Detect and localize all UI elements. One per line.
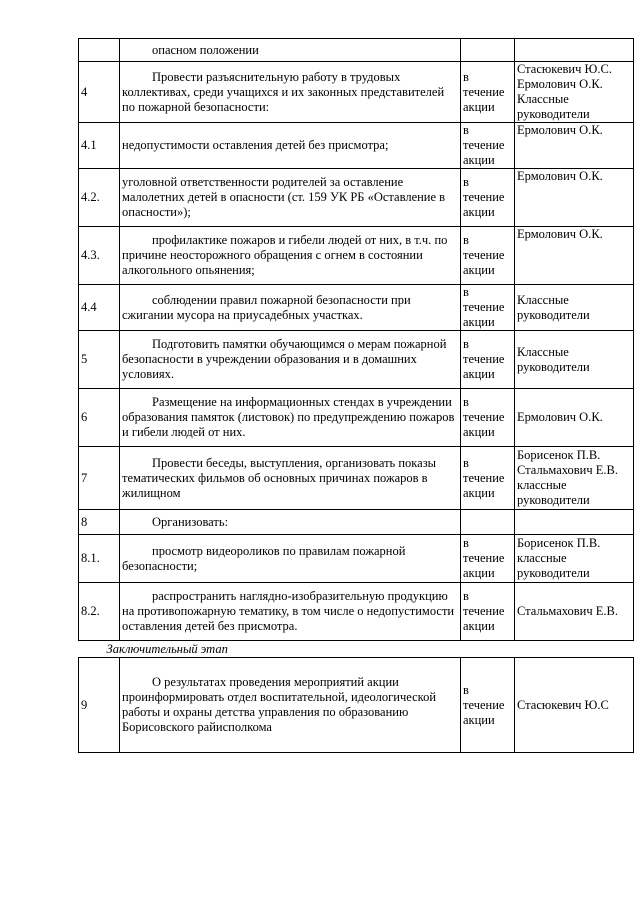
stage-row bbox=[79, 641, 634, 658]
period-cell: в течение акции bbox=[461, 535, 515, 583]
row-number: 4.1 bbox=[79, 123, 120, 169]
responsible-cell bbox=[515, 62, 634, 123]
table-row bbox=[79, 169, 634, 227]
responsible-cell bbox=[515, 583, 634, 641]
responsible-person: Ермолович О.К. bbox=[517, 227, 603, 241]
activity-text: опасном положении bbox=[120, 39, 461, 62]
period-cell bbox=[461, 510, 515, 535]
responsible-cell bbox=[515, 123, 634, 169]
table-row bbox=[79, 331, 634, 389]
activity-text: Провести разъяснительную работу в трудовых коллективах, среди учащихся и их законных представителей по пожарной безопасности: bbox=[120, 62, 461, 123]
period-cell: в течение акции bbox=[461, 331, 515, 389]
responsible-person: классные bbox=[517, 478, 567, 492]
responsible-person: Ермолович О.К. bbox=[517, 123, 603, 137]
responsible-person: Стальмахович Е.В. bbox=[517, 463, 619, 477]
responsible-person: Борисенок П.В. bbox=[517, 536, 601, 550]
responsible-cell bbox=[515, 227, 634, 285]
responsible-cell bbox=[515, 169, 634, 227]
responsible-person: Ермолович О.К. bbox=[517, 410, 603, 424]
row-number: 5 bbox=[79, 331, 120, 389]
table-row bbox=[79, 447, 634, 510]
responsible-person: руководители bbox=[517, 359, 590, 374]
period-cell: в течение акции bbox=[461, 169, 515, 227]
responsible-person: Классные bbox=[517, 292, 569, 307]
activity-text: профилактике пожаров и гибели людей от них, в т.ч. по причине неосторожного обращения с огнем в состоянии алкогольного опьянения; bbox=[120, 227, 461, 285]
row-number bbox=[79, 39, 120, 62]
row-number: 8 bbox=[79, 510, 120, 535]
period-cell: в течение акции bbox=[461, 658, 515, 753]
activity-text: О результатах проведения мероприятий акции проинформировать отдел воспитательной, идеологической работы и охраны детства управления по образованию Борисовского райисполкома bbox=[120, 658, 461, 753]
stage-title: Заключительный этап bbox=[79, 641, 634, 658]
row-number: 8.2. bbox=[79, 583, 120, 641]
activity-text: Подготовить памятки обучающимся о мерам пожарной безопасности в учреждении образования и в домашних условиях. bbox=[120, 331, 461, 389]
responsible-person: Стасюкевич Ю.С bbox=[517, 697, 609, 712]
period-cell bbox=[461, 39, 515, 62]
table-row bbox=[79, 658, 634, 753]
responsible-cell bbox=[515, 331, 634, 389]
responsible-cell bbox=[515, 658, 634, 753]
row-number: 4.3. bbox=[79, 227, 120, 285]
activity-text: Размещение на информационных стендах в учреждении образования памяток (листовок) по предупреждению пожаров и гибели людей от них. bbox=[120, 389, 461, 447]
responsible-cell bbox=[515, 39, 634, 62]
responsible-person: Борисенок П.В. bbox=[517, 448, 601, 462]
responsible-person: Классные bbox=[517, 92, 569, 106]
responsible-person: руководители bbox=[517, 493, 590, 507]
row-number: 4.2. bbox=[79, 169, 120, 227]
table-row bbox=[79, 535, 634, 583]
activity-text: распространить наглядно-изобразительную продукцию на противопожарную тематику, в том числе о недопустимости оставления детей без присмотра. bbox=[120, 583, 461, 641]
activity-text: уголовной ответственности родителей за оставление малолетних детей в опасности (ст. 159 УК РБ «Оставление в опасности»); bbox=[120, 169, 461, 227]
row-number: 9 bbox=[79, 658, 120, 753]
table-row bbox=[79, 123, 634, 169]
period-cell: в течение акции bbox=[461, 62, 515, 123]
period-cell: в течение акции bbox=[461, 123, 515, 169]
table-row bbox=[79, 583, 634, 641]
row-number: 4 bbox=[79, 62, 120, 123]
period-cell: в течение акции bbox=[461, 583, 515, 641]
responsible-cell bbox=[515, 285, 634, 331]
responsible-cell bbox=[515, 389, 634, 447]
period-cell: в течение акции bbox=[461, 447, 515, 510]
row-number: 4.4 bbox=[79, 285, 120, 331]
responsible-person: Ермолович О.К. bbox=[517, 169, 603, 183]
activity-text: недопустимости оставления детей без присмотра; bbox=[120, 123, 461, 169]
table-row bbox=[79, 62, 634, 123]
responsible-cell bbox=[515, 535, 634, 583]
responsible-cell bbox=[515, 447, 634, 510]
row-number: 6 bbox=[79, 389, 120, 447]
row-number: 8.1. bbox=[79, 535, 120, 583]
responsible-person: Ермолович О.К. bbox=[517, 77, 603, 91]
row-number: 7 bbox=[79, 447, 120, 510]
table-row bbox=[79, 227, 634, 285]
responsible-person: Стальмахович Е.В. bbox=[517, 604, 619, 618]
responsible-person: руководители bbox=[517, 566, 590, 580]
responsible-person: руководители bbox=[517, 107, 590, 121]
activity-plan-table bbox=[78, 38, 634, 753]
activity-text: соблюдении правил пожарной безопасности при сжигании мусора на приусадебных участках. bbox=[120, 285, 461, 331]
table-row bbox=[79, 389, 634, 447]
responsible-person: Классные bbox=[517, 344, 569, 359]
responsible-person: Стасюкевич Ю.С. bbox=[517, 62, 612, 76]
activity-text: Провести беседы, выступления, организовать показы тематических фильмов об основных причинах пожаров в жилищном bbox=[120, 447, 461, 510]
table-row bbox=[79, 39, 634, 62]
period-cell: в течение акции bbox=[461, 389, 515, 447]
activity-text: просмотр видеороликов по правилам пожарной безопасности; bbox=[120, 535, 461, 583]
responsible-cell bbox=[515, 510, 634, 535]
period-cell: в течение акции bbox=[461, 285, 515, 331]
activity-text: Организовать: bbox=[120, 510, 461, 535]
table-row bbox=[79, 285, 634, 331]
period-cell: в течение акции bbox=[461, 227, 515, 285]
responsible-person: руководители bbox=[517, 307, 590, 322]
responsible-person: классные bbox=[517, 551, 567, 565]
table-row bbox=[79, 510, 634, 535]
